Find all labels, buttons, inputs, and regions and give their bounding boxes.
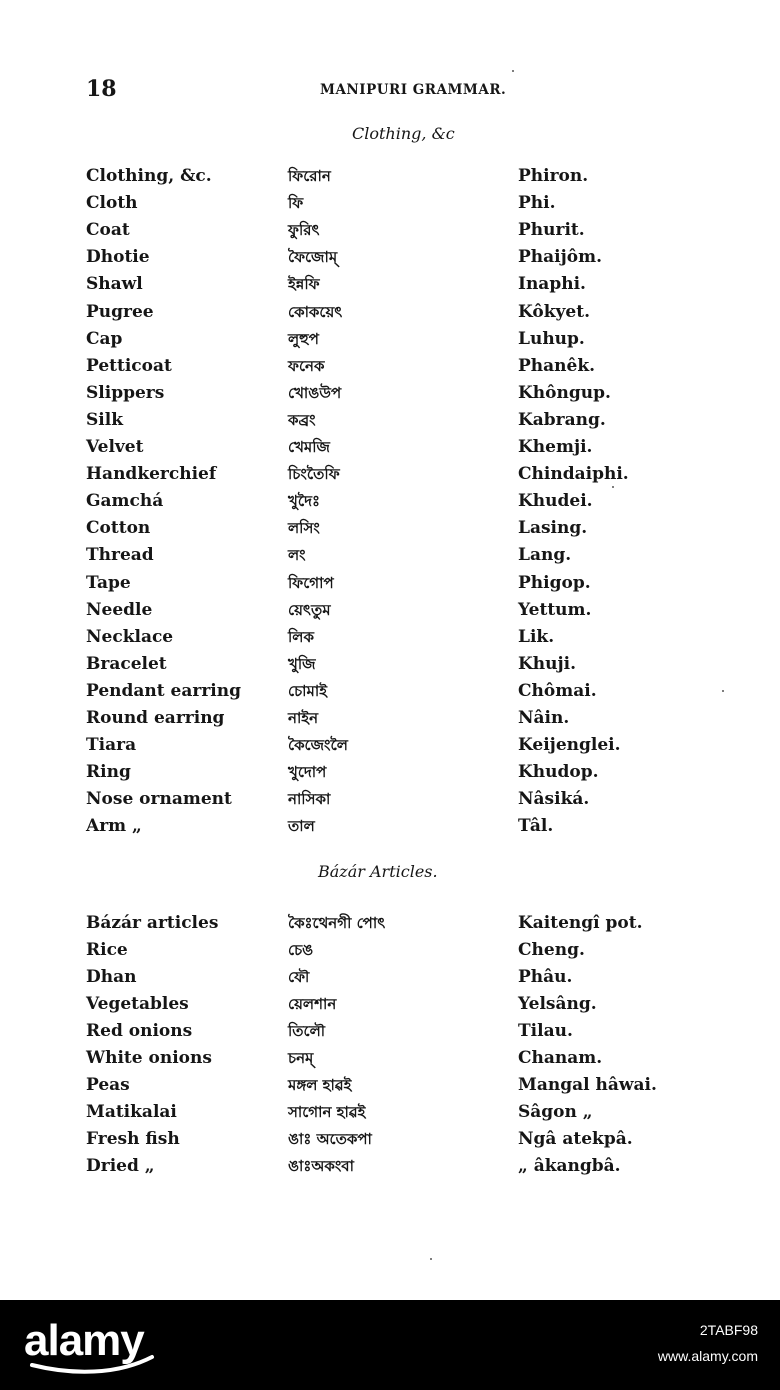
bengali-script-term: মঙ্গল হাৱই xyxy=(288,1076,352,1094)
transliteration: Tâl. xyxy=(518,816,554,837)
table-row xyxy=(0,813,780,839)
transliteration: „ âkangbâ. xyxy=(518,1156,621,1176)
transliteration: Chindaiphi. xyxy=(518,464,629,485)
table-row xyxy=(0,570,780,596)
bengali-script-term: লং xyxy=(288,546,306,565)
bengali-script-term: ফনেক xyxy=(288,356,325,375)
image-id: 2TABF98 xyxy=(699,1322,758,1338)
english-term: Handkerchief xyxy=(86,464,217,485)
english-term: Slippers xyxy=(86,382,165,403)
bengali-script-term: লুহুপ xyxy=(288,329,319,348)
transliteration: Lik. xyxy=(518,626,555,647)
bengali-script-term: নাইন xyxy=(288,709,319,727)
transliteration: Ngâ atekpâ. xyxy=(518,1129,633,1149)
english-term: Shawl xyxy=(86,274,143,295)
page-number: 18 xyxy=(86,76,117,102)
bengali-script-term: তাল xyxy=(288,817,315,836)
table-row xyxy=(0,244,780,270)
transliteration: Khuji. xyxy=(518,653,577,674)
english-term: Pendant earring xyxy=(86,680,241,701)
table-row xyxy=(0,515,780,541)
english-term: Pugree xyxy=(86,301,154,322)
table-row xyxy=(0,964,780,990)
table-row xyxy=(0,678,780,704)
table-row xyxy=(0,1045,780,1071)
table-row xyxy=(0,624,780,650)
bengali-script-term: কৈজেংলৈ xyxy=(288,736,348,755)
bengali-script-term: ঙাঃঅকংবা xyxy=(288,1157,354,1175)
table-row xyxy=(0,353,780,379)
table-row xyxy=(0,190,780,216)
bengali-script-term: চেঙ xyxy=(288,941,314,959)
bengali-script-term: সাগোন হাৱই xyxy=(288,1103,366,1121)
transliteration: Kôkyet. xyxy=(518,301,590,322)
english-term: Gamchá xyxy=(86,491,164,512)
transliteration: Yettum. xyxy=(518,599,592,620)
english-term: Dhotie xyxy=(86,247,150,268)
english-term: Nose ornament xyxy=(86,789,232,810)
alamy-logo xyxy=(22,1313,162,1375)
bengali-script-term: য়েলশান xyxy=(288,995,337,1013)
running-head: MANIPURI GRAMMAR. xyxy=(320,82,507,98)
transliteration: Chômai. xyxy=(518,680,597,701)
table-row xyxy=(0,299,780,325)
transliteration: Phâu. xyxy=(518,967,573,987)
english-term: Petticoat xyxy=(86,355,172,376)
english-term: Bracelet xyxy=(86,653,167,674)
bengali-script-term: ফুরিৎ xyxy=(288,221,320,240)
table-row xyxy=(0,705,780,731)
bengali-script-term: খেমজি xyxy=(288,438,330,456)
english-term: Red onions xyxy=(86,1021,193,1041)
bengali-script-term: কৈঃথেনগী পোৎ xyxy=(288,914,386,932)
transliteration: Kaitengî pot. xyxy=(518,913,643,933)
print-speck xyxy=(722,690,724,692)
transliteration: Lang. xyxy=(518,545,572,566)
transliteration: Keijenglei. xyxy=(518,735,621,756)
english-term: Peas xyxy=(86,1075,130,1095)
table-row xyxy=(0,217,780,243)
english-term: Dhan xyxy=(86,967,137,987)
bengali-script-term: ইন্নফি xyxy=(288,275,320,294)
table-row xyxy=(0,461,780,487)
bengali-script-term: চিংতৈফি xyxy=(288,465,340,484)
english-term: Coat xyxy=(86,220,130,241)
print-speck xyxy=(430,1258,432,1260)
bengali-script-term: কোকয়েৎ xyxy=(288,302,343,321)
english-term: Vegetables xyxy=(86,994,189,1014)
bengali-script-term: খুদোপ xyxy=(288,763,327,782)
section-title-clothing: Clothing, &c xyxy=(352,124,455,143)
table-row xyxy=(0,910,780,936)
bengali-script-term: ফৈজোম্ xyxy=(288,248,338,267)
transliteration: Mangal hâwai. xyxy=(518,1075,657,1095)
transliteration: Khôngup. xyxy=(518,382,611,403)
bengali-script-term: খুদৈঃ xyxy=(288,492,321,511)
english-term: Round earring xyxy=(86,708,225,728)
bengali-script-term: ফিরোন xyxy=(288,167,331,185)
transliteration: Nâin. xyxy=(518,708,570,728)
table-row xyxy=(0,542,780,568)
bengali-script-term: লিক xyxy=(288,627,314,646)
english-term: Arm „ xyxy=(86,816,142,837)
english-term: Dried „ xyxy=(86,1156,155,1176)
table-row xyxy=(0,380,780,406)
transliteration: Tilau. xyxy=(518,1021,573,1041)
table-row xyxy=(0,163,780,189)
english-term: Matikalai xyxy=(86,1102,177,1122)
english-term: Thread xyxy=(86,545,154,566)
table-row xyxy=(0,597,780,623)
bengali-script-term: লসিং xyxy=(288,519,320,538)
english-term: Cap xyxy=(86,328,123,349)
transliteration: Sâgon „ xyxy=(518,1102,593,1122)
transliteration: Cheng. xyxy=(518,940,585,960)
table-row xyxy=(0,1072,780,1098)
transliteration: Phurit. xyxy=(518,220,585,241)
table-row xyxy=(0,786,780,812)
transliteration: Nâsiká. xyxy=(518,789,590,810)
bengali-script-term: ফিগোপ xyxy=(288,573,334,592)
bengali-script-term: খুজি xyxy=(288,654,316,673)
bengali-script-term: চনম্ xyxy=(288,1049,314,1067)
section-title-bazar: Bázár Articles. xyxy=(318,862,438,881)
bengali-script-term: ঙাঃ অতেকপা xyxy=(288,1130,372,1148)
transliteration: Khudei. xyxy=(518,491,593,512)
english-term: Clothing, &c. xyxy=(86,166,212,186)
table-row xyxy=(0,937,780,963)
transliteration: Phigop. xyxy=(518,572,591,593)
table-row xyxy=(0,1099,780,1125)
bengali-script-term: য়েৎতুম xyxy=(288,600,331,619)
bengali-script-term: তিলৌ xyxy=(288,1022,326,1040)
table-row xyxy=(0,1153,780,1179)
transliteration: Inaphi. xyxy=(518,274,586,295)
english-term: Fresh fish xyxy=(86,1129,180,1149)
transliteration: Khudop. xyxy=(518,762,599,783)
bengali-script-term: চোমাই xyxy=(288,681,328,700)
english-term: Rice xyxy=(86,940,128,960)
english-term: Cotton xyxy=(86,518,151,539)
english-term: Bázár articles xyxy=(86,913,219,933)
english-term: Needle xyxy=(86,599,153,620)
transliteration: Luhup. xyxy=(518,328,585,349)
table-row xyxy=(0,271,780,297)
image-url: www.alamy.com xyxy=(657,1348,758,1364)
transliteration: Khemji. xyxy=(518,437,593,457)
transliteration: Phanêk. xyxy=(518,355,596,376)
english-term: Tape xyxy=(86,572,131,593)
transliteration: Lasing. xyxy=(518,518,588,539)
table-row xyxy=(0,732,780,758)
transliteration: Phaijôm. xyxy=(518,247,603,268)
table-row xyxy=(0,1126,780,1152)
table-row xyxy=(0,991,780,1017)
table-row xyxy=(0,651,780,677)
print-speck xyxy=(612,486,614,488)
transliteration: Phiron. xyxy=(518,166,589,186)
table-row xyxy=(0,759,780,785)
english-term: Velvet xyxy=(86,437,144,457)
english-term: White onions xyxy=(86,1048,212,1068)
english-term: Silk xyxy=(86,409,123,430)
english-term: Ring xyxy=(86,762,131,783)
transliteration: Kabrang. xyxy=(518,409,606,430)
transliteration: Chanam. xyxy=(518,1048,603,1068)
english-term: Tiara xyxy=(86,735,137,756)
table-row xyxy=(0,434,780,460)
english-term: Necklace xyxy=(86,626,174,647)
table-row xyxy=(0,326,780,352)
english-term: Cloth xyxy=(86,193,138,214)
logo-text: alamy xyxy=(24,1316,144,1365)
bengali-script-term: ফৌ xyxy=(288,968,310,986)
print-speck xyxy=(512,70,514,72)
table-row xyxy=(0,1018,780,1044)
bengali-script-term: কব্রং xyxy=(288,410,316,429)
transliteration: Yelsâng. xyxy=(518,994,597,1014)
bengali-script-term: ফি xyxy=(288,194,304,213)
bengali-script-term: নাসিকা xyxy=(288,790,331,809)
table-row xyxy=(0,407,780,433)
bengali-script-term: খোঙউপ xyxy=(288,383,342,402)
table-row xyxy=(0,488,780,514)
transliteration: Phi. xyxy=(518,193,556,214)
